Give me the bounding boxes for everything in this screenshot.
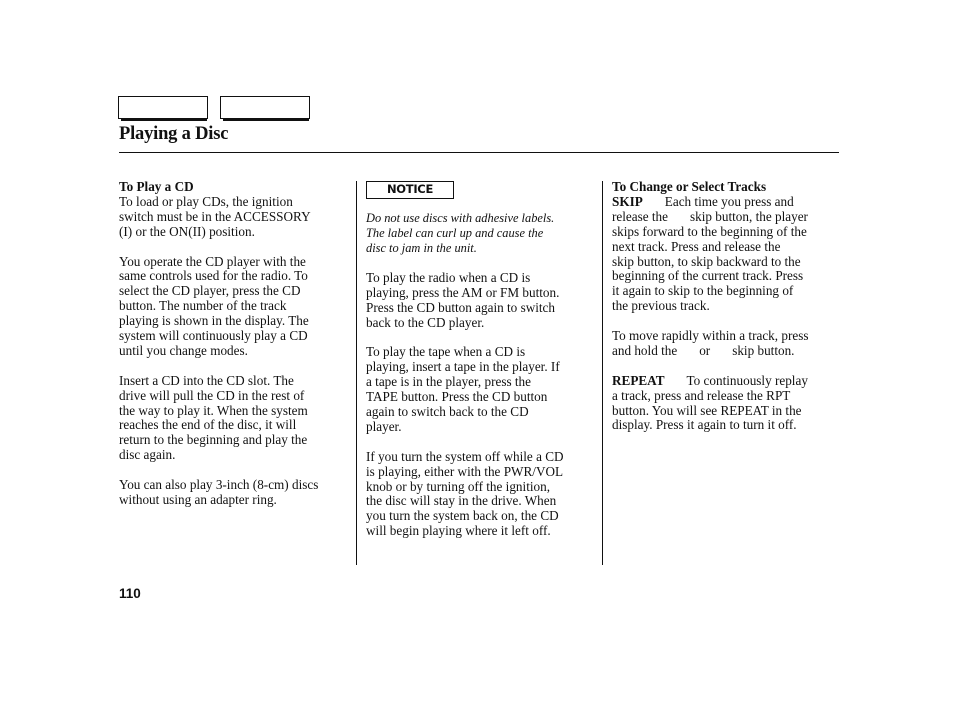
section-heading-play-cd: To Play a CD <box>119 179 194 194</box>
column-2 <box>366 180 594 554</box>
page-number: 110 <box>119 586 141 601</box>
notice-badge: NOTICE <box>366 181 454 199</box>
move-text-2: or <box>699 342 711 358</box>
nav-tab-button-2[interactable] <box>220 96 310 119</box>
paragraph-move <box>612 329 840 359</box>
paragraph-radio: To play the radio when a CD is playing, press the AM or FM button. Press the CD button again to switch back to the CD player. <box>366 269 560 330</box>
skip-label: SKIP <box>612 193 643 209</box>
paragraph-ignition: To load or play CDs, the ignition switch must be in the ACCESSORY (I) or the ON(II) position. <box>119 193 311 239</box>
paragraph-tape: To play the tape when a CD is playing, insert a tape in the player. If a tape is in the player, press the TAPE button. Press the CD button again to switch back to the CD player. <box>366 344 560 434</box>
move-text-1: To move rapidly within a track, press and hold the <box>612 328 809 358</box>
paragraph-insert: Insert a CD into the CD slot. The drive will pull the CD in the rest of the way to play it. When the system reaches the end of the disc, it will return to the beginning and play the disc again. <box>119 372 308 463</box>
paragraph-system-off: If you turn the system off while a CD is playing, either with the PWR/VOL knob or by turning off the ignition, the disc will stay in the drive. When you turn the system back on, the CD will begin playing where it left off. <box>366 448 564 539</box>
column-1 <box>119 180 344 523</box>
page-title: Playing a Disc <box>119 124 229 144</box>
repeat-text-1: To continuously replay <box>686 372 808 388</box>
repeat-label: REPEAT <box>612 372 665 388</box>
skip-text-1: Each time you press and <box>664 193 794 209</box>
column-divider-1 <box>356 181 357 565</box>
move-text-3: skip button. <box>732 342 795 358</box>
column-divider-2 <box>602 181 603 565</box>
notice-text: Do not use discs with adhesive labels. The label can curl up and cause the disc to jam in the unit. <box>366 211 555 255</box>
column-3 <box>612 180 840 448</box>
skip-text-2: release the <box>612 208 669 224</box>
title-divider <box>119 152 839 153</box>
nav-tab-button-1[interactable] <box>118 96 208 119</box>
repeat-text-2: a track, press and release the RPT button. You will see REPEAT in the display. Press it again to turn it off. <box>612 387 802 433</box>
paragraph-small-discs: You can also play 3-inch (8-cm) discs without using an adapter ring. <box>119 477 319 507</box>
skip-text-3: skip button, the player skips forward to the beginning of the next track. Press and release the skip button, to skip backward to the beginning of the current track. Press it again to skip to the beginning of the previous track. <box>612 208 808 314</box>
section-heading-tracks: To Change or Select Tracks <box>612 179 767 194</box>
paragraph-operate: You operate the CD player with the same controls used for the radio. To select the CD player, press the CD button. The number of the track playing is shown in the display. The system will continuously play a CD until you change modes. <box>119 253 309 358</box>
paragraph-skip <box>612 195 840 314</box>
paragraph-repeat <box>612 374 840 434</box>
